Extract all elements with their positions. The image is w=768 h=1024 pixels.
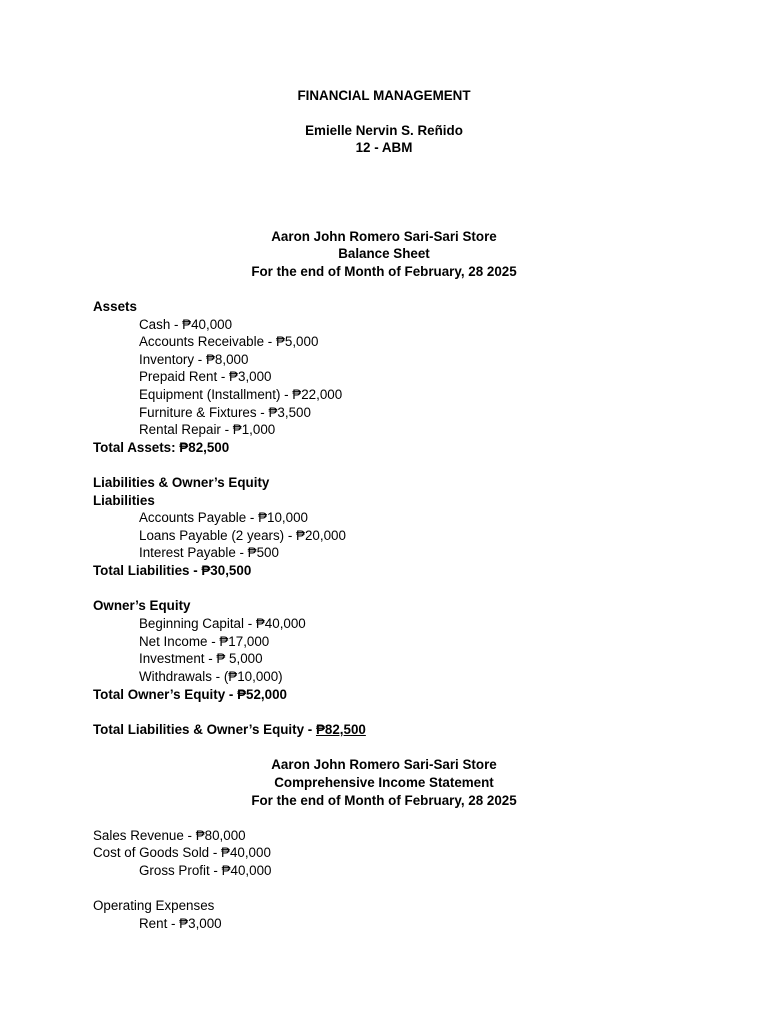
gross-profit: Gross Profit - ₱40,000 — [139, 863, 272, 878]
total-liabilities-and-equity-value: ₱82,500 — [315, 722, 366, 737]
liability-item: Loans Payable (2 years) - ₱20,000 — [139, 528, 346, 543]
equity-item: Beginning Capital - ₱40,000 — [139, 616, 306, 631]
income-statement-title: Comprehensive Income Statement — [274, 775, 494, 790]
total-owners-equity: Total Owner’s Equity - ₱52,000 — [93, 687, 287, 702]
liability-item: Accounts Payable - ₱10,000 — [139, 510, 308, 525]
operating-expenses-heading: Operating Expenses — [93, 898, 215, 913]
total-liabilities-and-equity-label: Total Liabilities & Owner’s Equity - — [93, 722, 316, 737]
asset-item: Rental Repair - ₱1,000 — [139, 422, 276, 437]
liabilities-equity-heading: Liabilities & Owner’s Equity — [93, 475, 270, 490]
assets-heading: Assets — [93, 299, 137, 314]
asset-item: Accounts Receivable - ₱5,000 — [139, 334, 319, 349]
owners-equity-heading: Owner’s Equity — [93, 598, 191, 613]
student-name: Emielle Nervin S. Reñido — [305, 123, 463, 138]
sales-revenue: Sales Revenue - ₱80,000 — [93, 828, 246, 843]
cost-of-goods-sold: Cost of Goods Sold - ₱40,000 — [93, 845, 271, 860]
balance-sheet-store-name: Aaron John Romero Sari-Sari Store — [271, 229, 497, 244]
income-statement-period: For the end of Month of February, 28 2025 — [251, 793, 517, 808]
asset-item: Furniture & Fixtures - ₱3,500 — [139, 405, 311, 420]
operating-expense-item: Rent - ₱3,000 — [139, 916, 222, 931]
asset-item: Inventory - ₱8,000 — [139, 352, 249, 367]
liability-item: Interest Payable - ₱500 — [139, 545, 279, 560]
equity-item: Investment - ₱ 5,000 — [139, 651, 263, 666]
section-label: 12 - ABM — [355, 140, 413, 155]
total-assets: Total Assets: ₱82,500 — [93, 440, 230, 455]
course-title: FINANCIAL MANAGEMENT — [297, 88, 471, 103]
asset-item: Equipment (Installment) - ₱22,000 — [139, 387, 343, 402]
liabilities-heading: Liabilities — [93, 493, 155, 508]
total-liabilities-and-equity — [93, 721, 366, 738]
total-liabilities: Total Liabilities - ₱30,500 — [93, 563, 252, 578]
income-statement-store-name: Aaron John Romero Sari-Sari Store — [271, 757, 497, 772]
equity-item: Withdrawals - (₱10,000) — [139, 669, 283, 684]
balance-sheet-period: For the end of Month of February, 28 2025 — [251, 264, 517, 279]
asset-item: Prepaid Rent - ₱3,000 — [139, 369, 272, 384]
balance-sheet-title: Balance Sheet — [338, 246, 430, 261]
asset-item: Cash - ₱40,000 — [139, 317, 233, 332]
equity-item: Net Income - ₱17,000 — [139, 634, 270, 649]
